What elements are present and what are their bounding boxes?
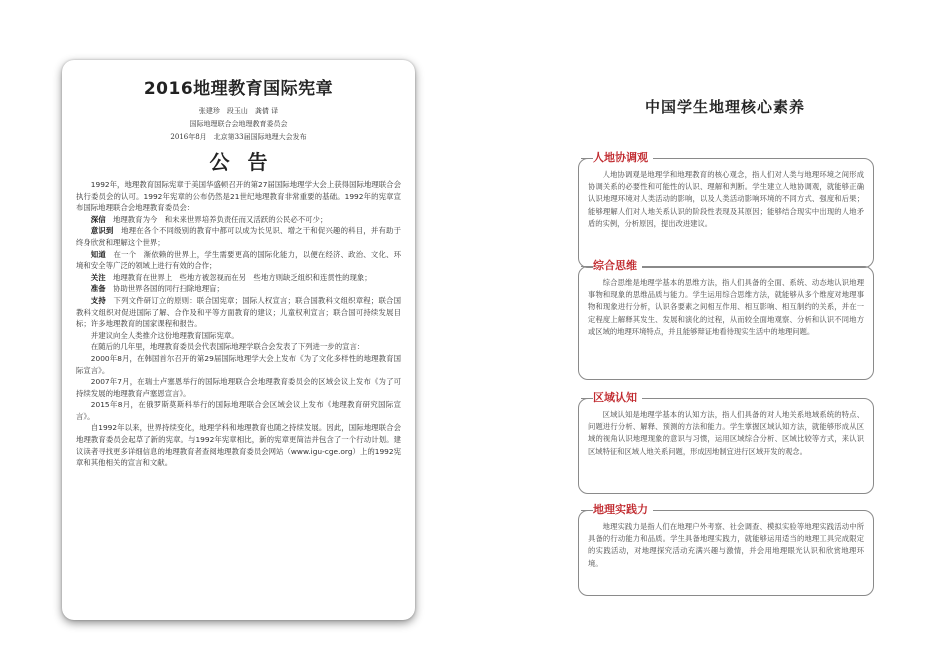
section-title: 区域认知 [593, 390, 642, 406]
paragraph-text: 在随后的几年里，地理教育委员会代表国际地理学联合会发表了下列进一步的宣言： [90, 342, 365, 352]
charter-title: 2016地理教育国际宪章 [143, 79, 334, 99]
announcement-heading: 公告 [209, 150, 286, 174]
paragraph-text: 地理在各个不同级别的教育中都可以成为长见识、增之干和促兴趣的科目，并有助于终身欣赏和理解这个世界； [76, 226, 401, 247]
paragraph-keyword: 关注 [90, 272, 106, 282]
paragraph-text: 地理教育为今 和未来世界培养负责任而又活跃的公民必不可少； [113, 214, 328, 224]
charter-paragraph [76, 214, 401, 226]
section-text: 综合思维是地理学基本的思维方法，指人们具备的全面、系统、动态地认识地理事物和现象的思维品质与能力。学生运用综合思维方法，就能够从多个维度对地理事物和现象进行分析，认识各要素之间相互作用、相互影响、相互制约的关系，并在一定程度上解释其发生、发展和演化的过程，从而较全面地观察、分析和认识不同地方或区域的地理环境特点，并且能够辩证地看待现实生活中的地理问题。 [588, 278, 864, 336]
paragraph-text: 自1992年以来，世界持续变化，地理学科和地理教育也随之持续发展。因此，国际地理联合会地理教育委员会起草了新的宪章。与1992年宪章相比，新的宪章更简洁并包含了一个行动计划。建议读者寻找更多详细信息的地理教育者查阅地理教育委员会网站（www.igu-cge.org）上的1992宪章和其他相关的宣言和文献。 [76, 423, 401, 468]
charter-paragraph [76, 399, 401, 422]
charter-paragraph [76, 272, 401, 284]
paragraph-text: 1992年，地理教育国际宪章于美国华盛顿召开的第27届国际地理学大会上获得国际地理联合会执行委员会的认可。1992年宪章的公布仍然是21世纪地理教育非常重要的基础。1992年的宪章宣布国际地理联合会地理教育委员会： [76, 180, 401, 213]
paragraph-text: 2007年7月，在瑞士卢塞恩举行的国际地理联合会地理教育委员会的区域会议上发布《为了可持续发展的地理教育卢塞恩宣言》。 [76, 377, 401, 398]
section-title: 地理实践力 [593, 502, 653, 518]
section-divider [581, 266, 591, 267]
charter-paragraph [76, 295, 401, 330]
charter-paragraph [76, 249, 401, 272]
section-text: 区域认知是地理学基本的认知方法，指人们具备的对人地关系地域系统的特点、问题进行分析、解释、预测的方法和能力。学生掌握区域认知方法，就能够形成从区域的视角认识地理现象的意识与习惯，运用区域综合分析、区域比较等方式，来认识区域特征和区域人地关系问题，形成因地制宜进行区域开发的观念。 [588, 410, 864, 456]
charter-card [62, 60, 415, 620]
core-literacy-page [572, 0, 878, 671]
section-divider [581, 398, 591, 399]
paragraph-keyword: 深信 [90, 214, 106, 224]
section-human-earth [578, 151, 874, 268]
charter-paragraph [76, 179, 401, 214]
organization: 国际地理联合会地理教育委员会 [189, 120, 288, 128]
section-divider [581, 510, 591, 511]
paragraph-text: 在一个 渐依赖的世界上，学生需要更高的国际化能力，以便在经济、政治、文化、环境和安全等广泛的领域上进行有效的合作； [76, 249, 401, 271]
paragraph-text: 协助世界各国的同行扫除地理盲； [113, 284, 224, 294]
paragraph-keyword: 知道 [90, 249, 106, 259]
charter-paragraph [76, 283, 401, 295]
charter-body [76, 179, 401, 469]
paragraph-keyword: 意识到 [90, 226, 114, 236]
section-title: 综合思维 [593, 258, 642, 274]
paragraph-text: 2000年8月，在韩国首尔召开的第29届国际地理学大会上发布《为了文化多样性的地理教育国际宣言》。 [76, 353, 401, 375]
section-title: 人地协调观 [593, 150, 653, 166]
paragraph-keyword: 准备 [90, 284, 106, 294]
charter-content [76, 70, 401, 612]
section-regional-cognition [578, 391, 874, 494]
section-integrated-thinking [578, 259, 874, 380]
publication-info: 2016年8月 北京第33届国际地理大会发布 [170, 133, 307, 141]
core-literacy-title: 中国学生地理核心素养 [644, 98, 805, 116]
paragraph-text: 下列文件研订立的原则：联合国宪章；国际人权宣言；联合国教科文组织章程；联合国教科文组织对促进国际了解、合作及和平等方面教育的建议；儿童权利宣言；联合国可持续发展目标；许多地理教育的国家课程和报告。 [76, 295, 401, 329]
charter-paragraph [76, 330, 401, 342]
paragraph-text: 并建议向全人类推介这份地理教育国际宪章。 [90, 330, 239, 340]
translators: 张建珍 段玉山 龚倩 译 [198, 107, 279, 115]
paragraph-keyword: 支持 [90, 295, 106, 305]
section-divider [581, 158, 591, 159]
section-text: 地理实践力是指人们在地理户外考察、社会调查、模拟实验等地理实践活动中所具备的行动能力和品质。学生具备地理实践力，就能够运用适当的地理工具完成限定的实践活动，对地理探究活动充满兴趣与激情，并会用地理眼光认识和欣赏地理环境。 [588, 522, 864, 568]
charter-paragraph [76, 341, 401, 353]
paragraph-text: 地理教育在世界上 些地方被忽视而在另 些地方则缺乏组织和连贯性的现象； [113, 272, 372, 282]
charter-paragraph [76, 353, 401, 376]
charter-paragraph [76, 376, 401, 399]
section-practice [578, 503, 874, 596]
charter-paragraph [76, 422, 401, 468]
section-text: 人地协调观是地理学和地理教育的核心观念，指人们对人类与地理环境之间形成协调关系的必要性和可能性的认识、理解和判断。学生建立人地协调观，就能够正确认识地理环境对人类活动的影响，以及人类活动影响环境的不同方式、强度和后果；能够理解人们对人地关系认识的阶段性表现及其原因；能够结合现实中出现的人地矛盾的实例，分析原因，提出改进建议。 [588, 170, 864, 228]
paragraph-text: 2015年8月，在俄罗斯莫斯科举行的国际地理联合会区域会议上发布《地理教育研究国际宣言》。 [76, 400, 401, 421]
charter-paragraph [76, 225, 401, 248]
